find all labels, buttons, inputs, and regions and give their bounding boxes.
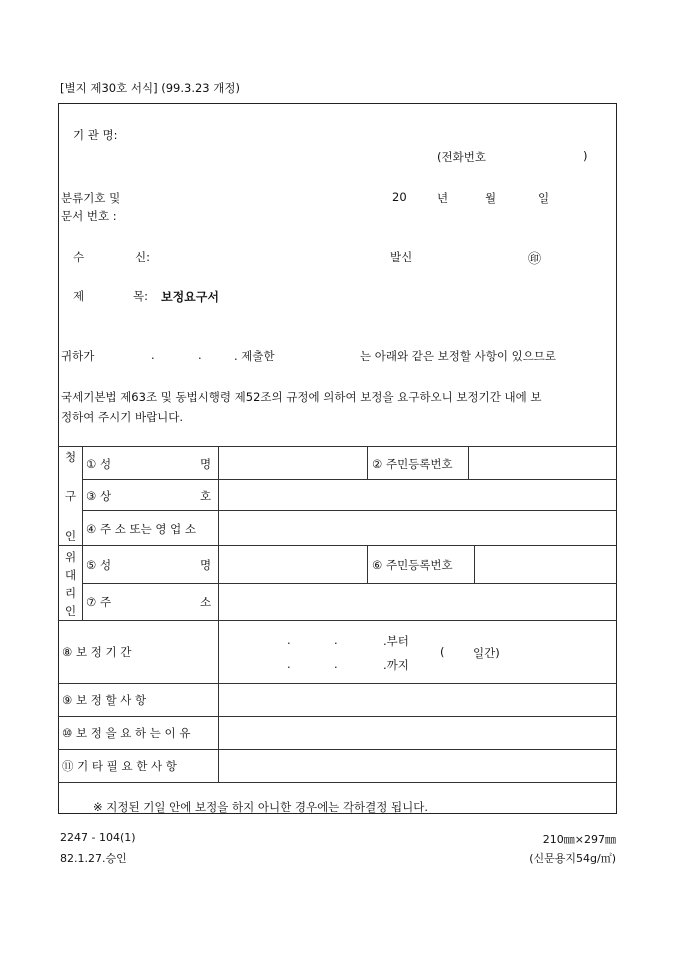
claimant-char-1: 청 [65, 450, 77, 464]
phone-close: ) [583, 149, 588, 163]
body-line1-start: 귀하가 [61, 349, 95, 363]
row6-paren-open: ( [440, 645, 445, 659]
col-r1-mid [367, 446, 368, 479]
rule-r5 [58, 620, 617, 621]
row6-to: .까지 [383, 658, 409, 672]
subject-label-2: 목: [133, 289, 148, 303]
row6-from: .부터 [383, 634, 409, 648]
agent-char-1: 위 [65, 550, 77, 564]
row2-label-a: ③ 상 [86, 489, 112, 503]
row1-label-b: 명 [200, 457, 212, 471]
row4-label-c: ⑥ 주민등록번호 [372, 558, 453, 572]
rule-r8 [58, 749, 617, 750]
sender-label: 발신 [390, 250, 413, 264]
row1-label-a: ① 성 [86, 457, 112, 471]
class-line2: 문서 번호 : [61, 209, 117, 223]
row8-label: ⑩ 보 정 을 요 하 는 이 유 [62, 726, 191, 740]
agent-char-3: 리 [65, 586, 77, 600]
date-year: 20 [392, 190, 407, 204]
form-header: [별지 제30호 서식] (99.3.23 개정) [60, 81, 240, 95]
row6-dot-4: . [334, 657, 338, 671]
recipient-label-1: 수 [73, 250, 85, 264]
col-r1-right [468, 446, 469, 479]
row6-dot-1: . [287, 633, 291, 647]
recipient-label-2: 신: [135, 250, 150, 264]
body-line1-end: 는 아래와 같은 보정할 사항이 있으므로 [360, 349, 557, 363]
class-line1: 분류기호 및 [61, 191, 121, 205]
footer-paper: (신문용지54g/㎡) [529, 852, 616, 865]
body-paragraph-line1: 국세기본법 제63조 및 동법시행령 제52조의 규정에 의하여 보정을 요구하오니 보정기간 내에 보 [61, 390, 542, 404]
rule-r2 [82, 510, 617, 511]
date-day-unit: 일 [538, 191, 550, 205]
rule-r4 [82, 583, 617, 584]
row3-label: ④ 주 소 또는 영 업 소 [86, 522, 197, 536]
col-label-divider [218, 446, 219, 782]
footer-code: 2247 - 104(1) [60, 831, 136, 844]
body-line1-dot1: . [151, 348, 155, 362]
row5-label-a: ⑦ 주 [86, 595, 112, 609]
footer-size: 210㎜×297㎜ [542, 833, 616, 846]
row5-label-b: 소 [200, 595, 212, 609]
rule-r1 [82, 479, 617, 480]
row4-label-b: 명 [200, 558, 212, 572]
col-r4-right [474, 545, 475, 583]
agent-char-2: 대 [65, 568, 77, 582]
body-line1-dot2: . [198, 348, 202, 362]
phone-label: (전화번호 [437, 150, 486, 164]
dismissal-note: ※ 지정된 기일 안에 보정을 하지 아니한 경우에는 각하결정 됩니다. [93, 800, 429, 814]
agency-label: 기 관 명: [73, 128, 118, 142]
claimant-char-3: 인 [65, 529, 77, 543]
date-year-unit: 년 [437, 191, 449, 205]
table-top-rule [58, 446, 617, 447]
claimant-char-2: 구 [65, 489, 77, 503]
row6-days: 일간) [473, 646, 500, 660]
body-paragraph-line2: 정하여 주시기 바랍니다. [61, 410, 184, 424]
rule-r6 [58, 683, 617, 684]
rule-r9 [58, 782, 617, 783]
subject-label-1: 제 [73, 289, 85, 303]
col-group-divider [82, 446, 83, 620]
row4-label-a: ⑤ 성 [86, 558, 112, 572]
row9-label: ⑪ 기 타 필 요 한 사 항 [62, 759, 177, 773]
footer-approval: 82.1.27.승인 [60, 852, 127, 865]
col-r4-mid [367, 545, 368, 583]
row6-label: ⑧ 보 정 기 간 [62, 645, 132, 659]
date-month-unit: 월 [485, 191, 497, 205]
row7-label: ⑨ 보 정 할 사 항 [62, 693, 147, 707]
row2-label-b: 호 [200, 489, 212, 503]
rule-r3 [58, 545, 617, 546]
rule-r7 [58, 716, 617, 717]
row6-dot-2: . [334, 633, 338, 647]
subject-value: 보정요구서 [161, 290, 219, 304]
seal-icon: ㊞ [528, 252, 542, 267]
row6-dot-3: . [287, 657, 291, 671]
row1-label-c: ② 주민등록번호 [372, 457, 453, 471]
agent-char-4: 인 [65, 604, 77, 618]
body-line1-submit: . 제출한 [234, 349, 275, 363]
